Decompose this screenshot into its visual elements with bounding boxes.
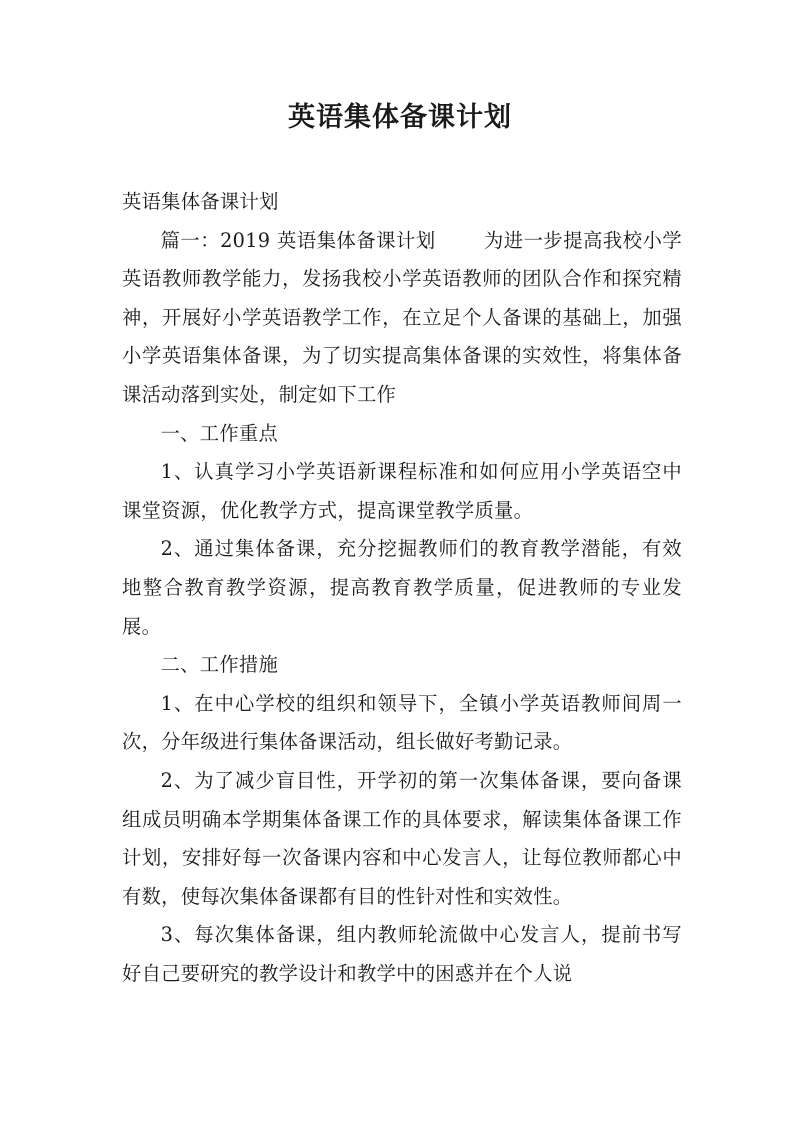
intro-paragraph: [122, 222, 682, 415]
intro-text: 为进一步提高我校小学英语教师教学能力，发扬我校小学英语教师的团队合作和探究精神，开展好小学英语教学工作，在立足个人备课的基础上，加强小学英语集体备课，为了切实提高集体备课的实效性，将集体备课活动落到实处，制定如下工作: [122, 228, 682, 406]
paragraph: 1、认真学习小学英语新课程标准和如何应用小学英语空中课堂资源，优化教学方式，提高课堂教学质量。: [122, 460, 682, 522]
paragraph: 1、在中心学校的组织和领导下，全镇小学英语教师间周一次，分年级进行集体备课活动，组长做好考勤记录。: [122, 691, 682, 754]
document-title: 英语集体备课计划: [288, 102, 512, 133]
document-subtitle: 英语集体备课计划: [122, 190, 279, 213]
intro-label: 篇一：2019 英语集体备课计划: [160, 228, 436, 252]
section-heading: 一、工作重点: [160, 421, 279, 445]
document-body: [122, 183, 682, 993]
paragraph: 3、每次集体备课，组内教师轮流做中心发言人，提前书写好自己要研究的教学设计和教学中的困惑并在个人说: [122, 923, 682, 985]
paragraph: 2、通过集体备课，充分挖掘教师们的教育教学潜能，有效地整合教育教学资源，提高教育教学质量，促进教师的专业发展。: [122, 537, 682, 638]
paragraph: 2、为了减少盲目性，开学初的第一次集体备课，要向备课组成员明确本学期集体备课工作的具体要求，解读集体备课工作计划，安排好每一次备课内容和中心发言人，让每位教师都心中有数，使每次集体备课都有目的性针对性和实效性。: [122, 768, 682, 908]
section-heading: 二、工作措施: [160, 653, 279, 677]
